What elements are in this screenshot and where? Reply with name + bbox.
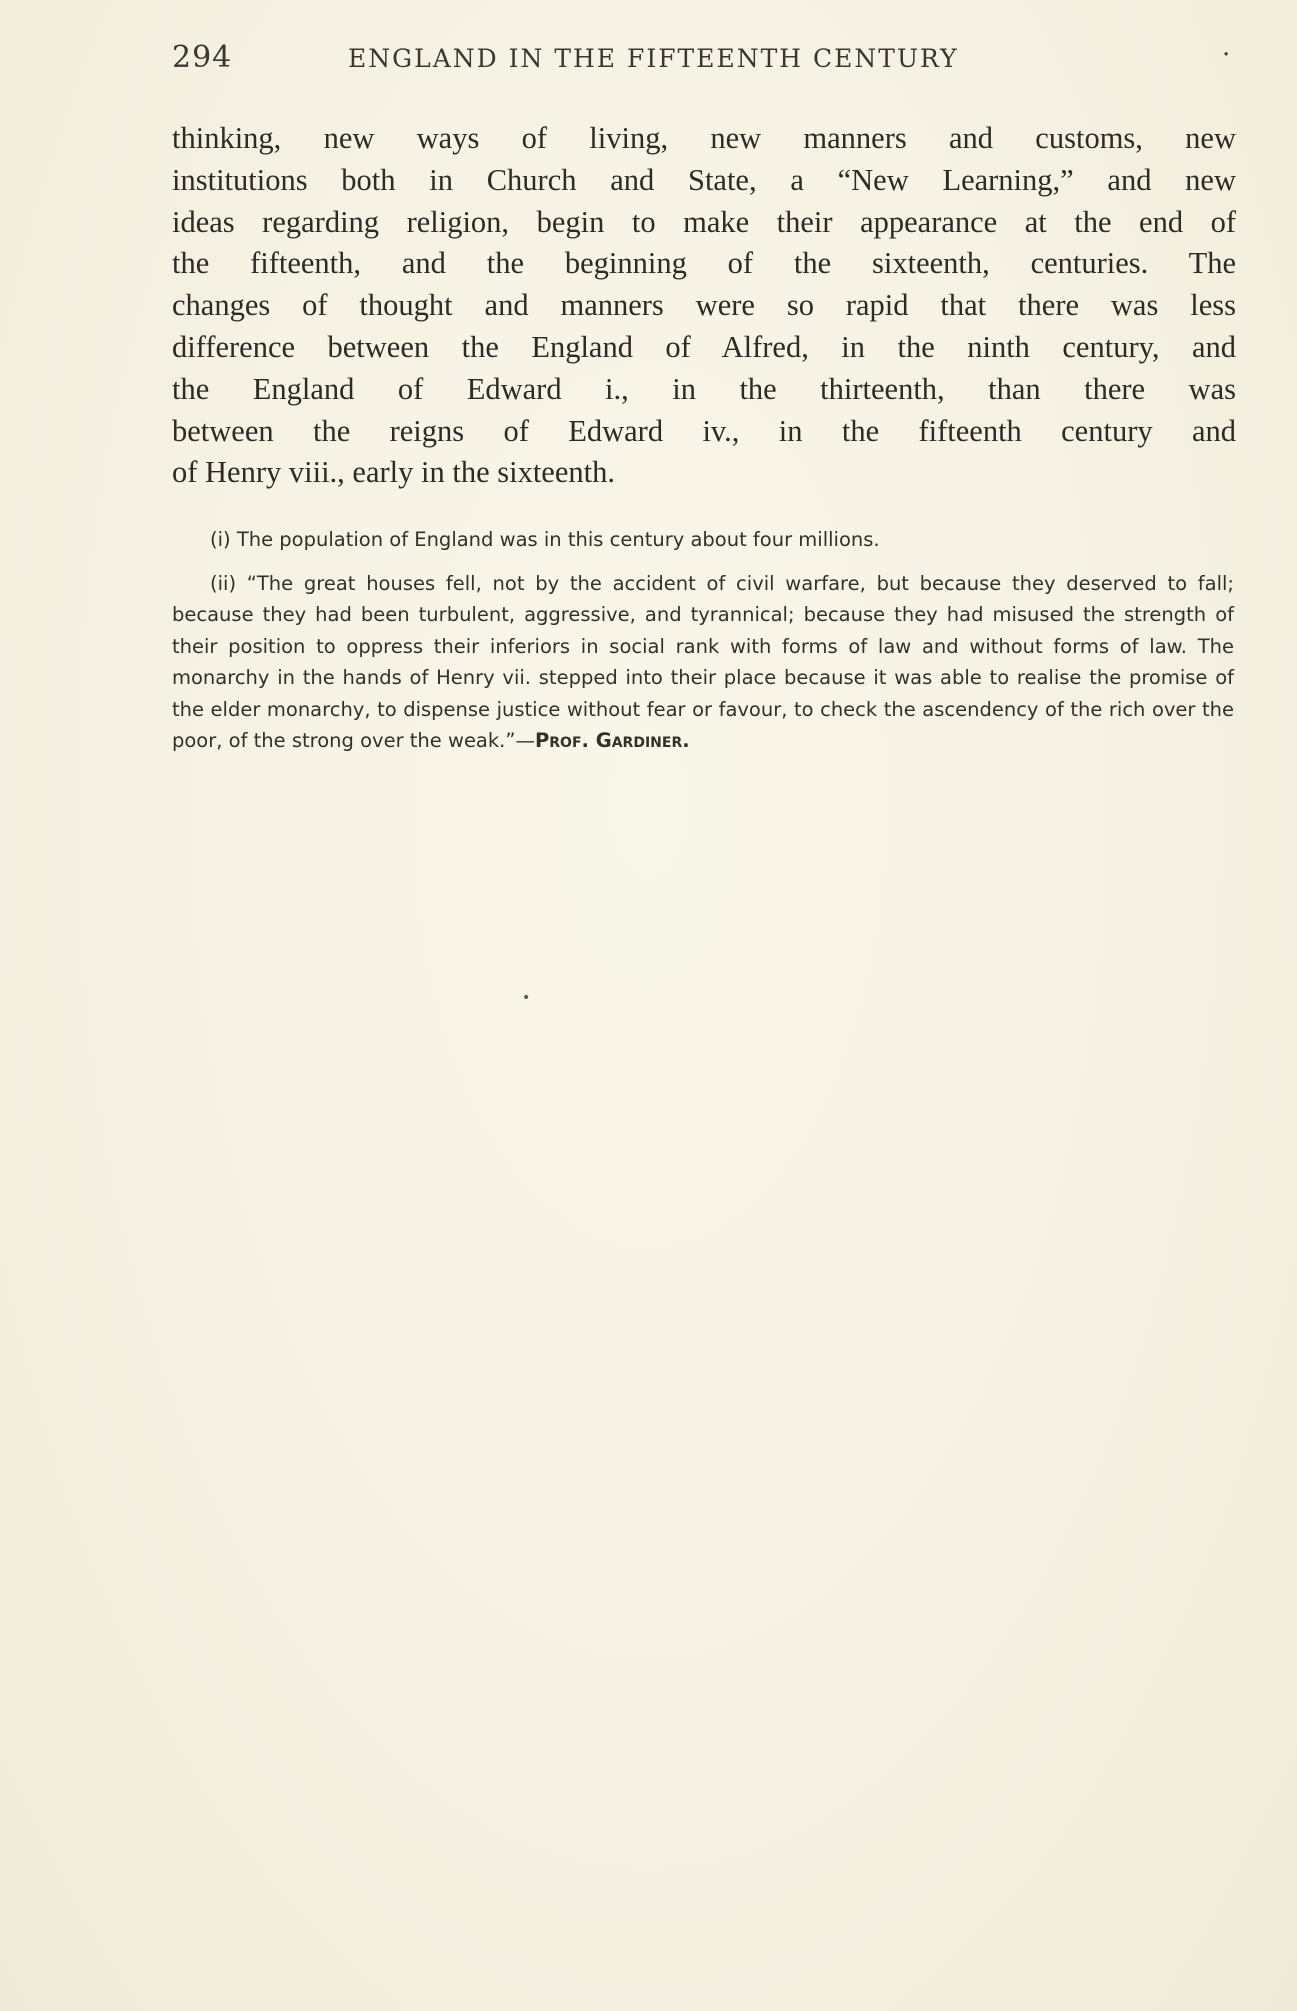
page-number: 294 — [172, 40, 233, 75]
paragraph-line: between the reigns of Edward iv., in the fifteenth century and — [172, 413, 1236, 448]
paragraph-line: changes of thought and manners were so rapid that there was less — [172, 288, 1236, 323]
paragraph-line: of Henry viii., early in the sixteenth. — [172, 455, 615, 490]
paragraph-line: thinking, new ways of living, new manners and customs, new — [172, 121, 1236, 155]
footnote-2 — [172, 568, 1234, 757]
footnote-2-attribution: Prof. Gardiner. — [534, 729, 690, 752]
paragraph-line: the England of Edward i., in the thirteenth, than there was — [172, 371, 1236, 406]
paragraph-line: the fifteenth, and the beginning of the sixteenth, centuries. The — [172, 246, 1236, 281]
running-head: ENGLAND IN THE FIFTEENTH CENTURY — [348, 44, 959, 73]
header-dot: · — [1222, 40, 1231, 70]
stray-print-mark: • — [522, 990, 531, 1006]
paragraph-line: difference between the England of Alfred, in the ninth century, and — [172, 329, 1236, 364]
footnote-1: (i) The population of England was in this century about four millions. — [210, 528, 880, 551]
footnote-2-quote: (ii) “The great houses fell, not by the accident of civil warfare, but because they deserved to fall; because they had been turbulent, aggressive, and tyrannical; because they had misused the strength of their position to oppress their inferiors in social rank with forms of law and without forms of law. The monarchy in the hands of Henry vii. stepped into their place because it was able to realise the promise of the elder monarchy, to dispense justice without fear or favour, to check the ascendency of the rich over the poor, of the strong over the weak.”— — [172, 571, 1234, 752]
paragraph-line: ideas regarding religion, begin to make their appearance at the end of — [172, 204, 1236, 239]
footnotes — [172, 524, 1234, 757]
main-paragraph — [172, 118, 1236, 494]
page-header — [172, 40, 1242, 80]
paragraph-line: institutions both in Church and State, a “New Learning,” and new — [172, 162, 1236, 197]
